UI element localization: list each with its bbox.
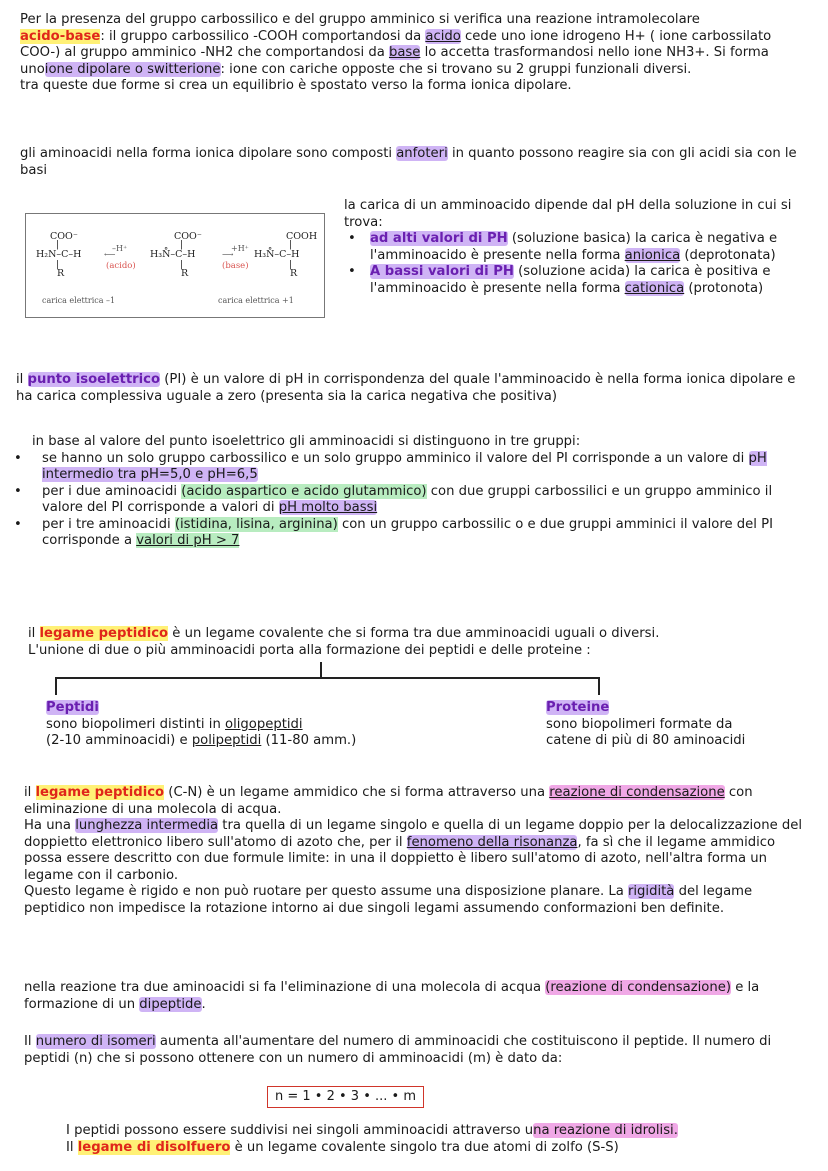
proteine-node: [546, 700, 806, 750]
dipeptide-paragraph: [24, 980, 819, 1013]
bassi-ph-term: A bassi valori di PH: [370, 264, 514, 279]
text: (deprotonata): [680, 247, 776, 263]
text: L'unione di due o più amminoacidi porta alla formazione dei peptidi e delle proteine :: [28, 642, 591, 658]
text: (soluzione acida) la carica è positiva e l'amminoacido è presente nella forma: [370, 264, 771, 296]
text: .: [201, 996, 206, 1012]
text: (2-10 amminoacidi) e: [46, 733, 192, 748]
lunghezza-intermedia-term: lunghezza intermedia: [75, 818, 219, 833]
text: , fa sì che il legame ammidico possa essere descritto con due formule limite: in una il doppietto è libero sull'atomo di azoto, nell'altra forma un legame con il carbonio.: [24, 834, 776, 883]
text: gli aminoacidi nella forma ionica dipolare sono composti: [20, 146, 397, 161]
condensazione-term: (reazione di condensazione): [545, 980, 731, 995]
acido-label: (acido): [106, 261, 136, 271]
peptidi-title: Peptidi: [46, 700, 99, 715]
legame-peptidico-intro: [28, 626, 818, 659]
text: con eliminazione di una molecola di acqua.: [24, 785, 753, 817]
isomeri-paragraph: [24, 1034, 816, 1067]
text: se hanno un solo gruppo carbossilico e un solo gruppo amminico il valore del PI corrisponde a un valore di: [42, 450, 749, 466]
basic-aa-term: (istidina, lisina, arginina): [174, 516, 338, 532]
text: tra quella di un legame singolo e quella di un legame doppio per la delocalizzazione del doppietto elettronico libero sull'atomo di azoto che, per il: [24, 818, 803, 850]
text: lo accetta trasformandosi nello ione NH3+. Si forma uno: [20, 45, 769, 77]
legame-peptidico-details: [24, 785, 816, 917]
list-item: [6, 517, 807, 550]
r-group-right: R: [290, 268, 298, 279]
punto-isoelettrico-term: punto isoelettrico: [27, 372, 161, 387]
idrolisi-term: na reazione di idrolisi.: [533, 1123, 678, 1138]
three-groups-section: [32, 434, 807, 550]
text: I peptidi possono essere suddivisi nei singoli amminoacidi attraverso u: [66, 1123, 534, 1138]
disolfuro-term: legame di disolfuero: [77, 1139, 231, 1155]
text: sono biopolimeri formate da: [546, 716, 733, 732]
peptide-count-formula: n = 1 • 2 • 3 • ... • m: [267, 1086, 424, 1108]
carboxylate-group-center: COO⁻: [174, 231, 202, 242]
text: del legame peptidico non impedisce la rotazione intorno ai due singoli legami assumendo conformazioni ben definite.: [24, 884, 753, 916]
text: il: [16, 372, 28, 387]
base-term: base: [388, 45, 421, 60]
text: (11-80 amm.): [261, 733, 357, 748]
proteine-title: Proteine: [546, 700, 610, 715]
alti-ph-term: ad alti valori di PH: [370, 231, 508, 246]
polipeptidi-term: polipeptidi: [191, 733, 262, 748]
text: per i tre aminoacidi: [42, 516, 175, 532]
ph-intermedio-term: pH intermedio tra pH=5,0 e pH=6,5: [42, 450, 767, 482]
rigidita-term: rigidità: [627, 884, 675, 899]
tree-bar: [55, 677, 600, 679]
anionica-term: anionica: [624, 247, 681, 263]
text: con due gruppi carbossilici e un gruppo amminico il valore del PI corrisponde a valori di: [42, 483, 773, 515]
groups-intro: in base al valore del punto isoelettrico gli amminoacidi si distinguono in tre gruppi:: [32, 434, 581, 449]
text: il: [24, 785, 36, 800]
text: sono biopolimeri distinti in: [46, 716, 226, 732]
numero-isomeri-term: numero di isomeri: [35, 1034, 156, 1049]
text: per i due aminoacidi: [42, 483, 182, 499]
final-paragraph: [66, 1123, 811, 1156]
ph-intro: la carica di un amminoacido dipende dal pH della soluzione in cui si trova:: [344, 198, 792, 230]
ph-list: [342, 231, 797, 297]
minus-h-label: –H⁺: [112, 244, 128, 253]
text: (PI) è un valore di pH in corrispondenza del quale l'amminoacido è nella forma ionica dipolare e ha carica complessiva uguale a zero (presenta sia la carica negativa che positiva): [16, 372, 796, 404]
acido-term: acido: [425, 28, 461, 44]
oligopeptidi-term: oligopeptidi: [225, 716, 303, 732]
ph-molto-bassi-term: pH molto bassi: [278, 500, 378, 515]
groups-list: [6, 451, 807, 550]
risonanza-term: fenomeno della risonanza: [406, 834, 578, 850]
text: con un gruppo carbossilic o e due gruppi amminici il valore del PI corrisponde a: [42, 516, 773, 548]
r-group-left: R: [57, 268, 65, 279]
text: Il: [24, 1034, 36, 1049]
text: Ha una: [24, 818, 76, 833]
punto-isoelettrico-paragraph: [16, 372, 816, 405]
text: : ione con cariche opposte che si trovano su 2 gruppi funzionali diversi.: [220, 61, 692, 77]
list-item: [6, 451, 807, 484]
text: tra queste due forme si crea un equilibrio è spostato verso la forma ionica dipolare.: [20, 78, 572, 93]
list-item: [342, 231, 797, 264]
text: (C-N) è un legame ammidico che si forma attraverso una: [164, 785, 550, 800]
text: : il gruppo carbossilico -COOH comportandosi da: [100, 28, 426, 44]
condensazione-term: reazione di condensazione: [549, 785, 725, 800]
text: e la formazione di un: [24, 980, 760, 1012]
ph-charge-section: [342, 198, 797, 297]
text: aumenta all'aumentare del numero di amminoacidi che costituiscono il peptide. Il numero di peptidi (n) che si possono ottenere con un numero di amminoacidi (m) è dato da:: [24, 1034, 772, 1066]
anfoteri-paragraph: [20, 146, 815, 179]
tree-stem: [320, 662, 322, 678]
anfoteri-term: anfoteri: [396, 146, 448, 161]
r-group-center: R: [181, 268, 189, 279]
ph-maggiore-7-term: valori di pH > 7: [136, 533, 240, 548]
list-item: [342, 264, 797, 297]
text: Questo legame è rigido e non può ruotare per questo assume una disposizione planare. La: [24, 884, 628, 899]
text: è un legame covalente che si forma tra due amminoacidi uguali o diversi.: [168, 626, 660, 641]
amino-acid-equilibrium-diagram: COO⁻ | H₂N–C–H | R –H⁺ ⟵ (acido) COO⁻ | H₃N̊–C–H | R +H⁺ ⟶ (base) COOH | H₃N̊–C–H | R carica elettrica –1 carica elettrica +1: [25, 213, 325, 318]
text: Per la presenza del gruppo carbossilico e del gruppo amminico si verifica una reazione intramolecolare: [20, 12, 700, 27]
arrow-right-icon: ⟶: [222, 250, 234, 259]
text: Il: [66, 1139, 78, 1155]
text: cede uno ione idrogeno H+ ( ione carbossilato COO-) al gruppo amminico -NH2 che comportandosi da: [20, 28, 772, 60]
legame-peptidico-term: legame peptidico: [35, 785, 165, 800]
legame-peptidico-term: legame peptidico: [39, 626, 169, 641]
text: in quanto possono reagire sia con gli acidi sia con le basi: [20, 146, 797, 178]
carboxyl-group-right: COOH: [286, 231, 318, 242]
amine-left: H₂N–C–H: [36, 249, 82, 260]
acidic-aa-term: (acido aspartico e acido glutammico): [181, 483, 427, 499]
ione-dipolare-term: ione dipolare o switterione: [44, 61, 221, 77]
dipeptide-term: dipeptide: [139, 996, 202, 1012]
base-label: (base): [222, 261, 249, 271]
charge-positive-label: carica elettrica +1: [218, 296, 294, 305]
plus-h-label: +H⁺: [231, 244, 249, 253]
charge-negative-label: carica elettrica –1: [42, 296, 116, 305]
tree-right-branch: [598, 677, 600, 695]
ammonium-right: H₃N̊–C–H: [254, 249, 300, 260]
text: è un legame covalente singolo tra due atomi di zolfo (S-S): [230, 1139, 619, 1155]
acido-base-term: acido-base: [20, 28, 101, 44]
ammonium-center: H₃N̊–C–H: [150, 249, 196, 260]
text: catene di più di 80 aminoacidi: [546, 733, 746, 748]
peptidi-node: [46, 700, 406, 750]
intro-paragraph: [20, 12, 815, 95]
arrow-left-icon: ⟵: [104, 250, 116, 259]
text: (protonota): [684, 280, 764, 296]
text: il: [28, 626, 40, 641]
cationica-term: cationica: [624, 280, 685, 296]
text: nella reazione tra due aminoacidi si fa l'eliminazione di una molecola di acqua: [24, 980, 546, 995]
carboxylate-group: COO⁻: [50, 231, 78, 242]
text: (soluzione basica) la carica è negativa e l'amminoacido è presente nella forma: [370, 231, 778, 263]
tree-left-branch: [55, 677, 57, 695]
list-item: [6, 484, 807, 517]
